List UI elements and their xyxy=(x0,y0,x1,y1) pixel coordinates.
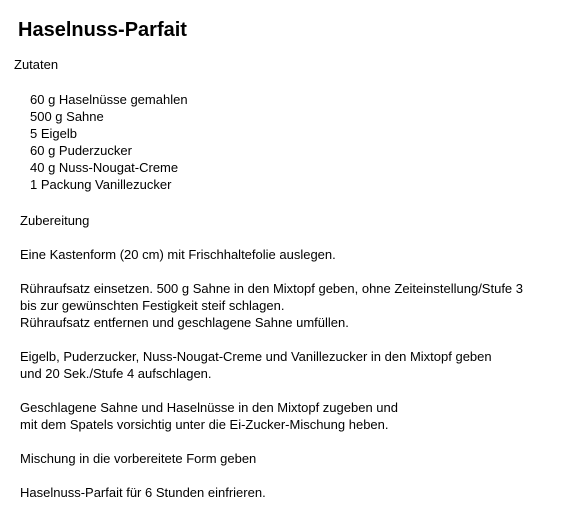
step-line: Geschlagene Sahne und Haselnüsse in den Mixtopf zugeben und xyxy=(20,400,398,415)
preparation-heading: Zubereitung xyxy=(20,213,90,228)
step-line: Eine Kastenform (20 cm) mit Frischhaltefolie auslegen. xyxy=(20,247,336,262)
step-line: Rühraufsatz entfernen und geschlagene Sahne umfüllen. xyxy=(20,315,349,330)
preparation-steps xyxy=(20,246,580,518)
preparation-step xyxy=(20,450,580,467)
ingredient-item: 40 g Nuss-Nougat-Creme xyxy=(30,160,179,175)
ingredient-item: 5 Eigelb xyxy=(30,126,77,141)
preparation-step xyxy=(20,484,580,501)
ingredients-list xyxy=(30,91,188,193)
recipe-title: Haselnuss-Parfait xyxy=(18,19,187,41)
step-line: und 20 Sek./Stufe 4 aufschlagen. xyxy=(20,366,212,381)
step-line: bis zur gewünschten Festigkeit steif schlagen. xyxy=(20,298,285,313)
preparation-step xyxy=(20,348,580,382)
preparation-step xyxy=(20,246,580,263)
ingredient-item: 60 g Puderzucker xyxy=(30,143,132,158)
ingredient-item: 60 g Haselnüsse gemahlen xyxy=(30,92,188,107)
step-line: Rühraufsatz einsetzen. 500 g Sahne in den Mixtopf geben, ohne Zeiteinstellung/Stufe 3 xyxy=(20,281,524,296)
ingredient-item: 500 g Sahne xyxy=(30,109,104,124)
step-line: Eigelb, Puderzucker, Nuss-Nougat-Creme und Vanillezucker in den Mixtopf geben xyxy=(20,349,492,364)
step-line: Haselnuss-Parfait für 6 Stunden einfrieren. xyxy=(20,485,266,500)
step-line: Mischung in die vorbereitete Form geben xyxy=(20,451,257,466)
ingredient-item: 1 Packung Vanillezucker xyxy=(30,177,172,192)
ingredients-heading: Zutaten xyxy=(14,57,59,72)
step-line: mit dem Spatels vorsichtig unter die Ei-Zucker-Mischung heben. xyxy=(20,417,389,432)
preparation-step xyxy=(20,399,580,433)
preparation-step xyxy=(20,280,580,331)
